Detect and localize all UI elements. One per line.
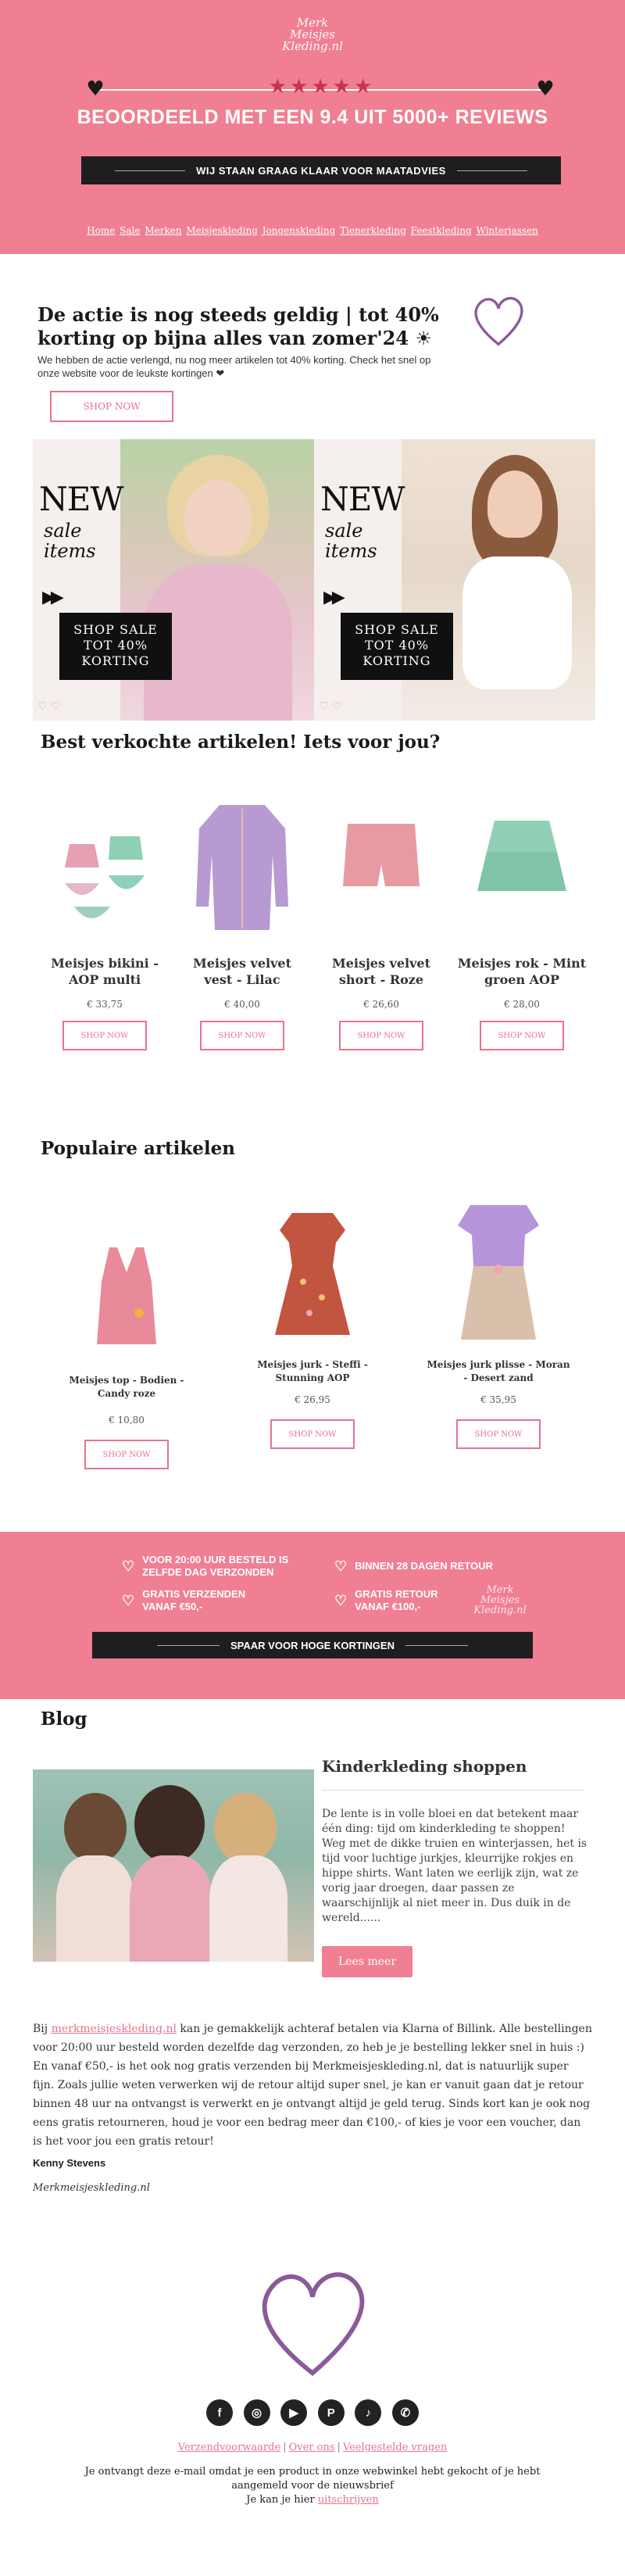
heart-icon: ♡: [122, 1593, 135, 1608]
promo-shop-now-button[interactable]: SHOP NOW: [50, 391, 173, 422]
signature-name: Kenny Stevens: [33, 2157, 106, 2169]
tiktok-icon[interactable]: ♪: [355, 2399, 381, 2426]
brand-logo: [469, 1585, 531, 1615]
blog-post-excerpt: De lente is in volle bloei en dat betekent maar één ding: tijd om kinderkleding te shoppen! Weg met de dikke truien en winterjassen, het is tijd voor luchtige jurkjes, kleurrijke rokjes en hippe shirts. Want laten we eerlijk zijn, wat ze vorig jaar droegen, daar passen ze waarschijnlijk al niet meer in. Dus duik in de wereld......: [322, 1808, 588, 1924]
product-image-velvet-vest: [191, 789, 293, 946]
shop-line-3: KORTING: [362, 653, 431, 668]
face-shape: [184, 480, 252, 555]
product-name[interactable]: Meisjes velvet vest - Lilac: [193, 956, 291, 987]
shop-now-button[interactable]: SHOP NOW: [339, 1021, 423, 1050]
product-card[interactable]: [242, 1196, 383, 1449]
banner-sale-text: [325, 521, 377, 561]
banner-new-text: NEW: [39, 480, 123, 518]
star-icon: ★: [290, 75, 309, 98]
product-name[interactable]: Meisjes rok - Mint groen AOP: [457, 956, 587, 987]
divider: [157, 1645, 220, 1646]
face-shape: [488, 470, 542, 538]
social-links: [206, 2399, 419, 2426]
whatsapp-icon[interactable]: ✆: [392, 2399, 419, 2426]
footer-link-verzend[interactable]: Verzendvoorwaarde: [177, 2442, 281, 2453]
separator: |: [337, 2442, 341, 2453]
nav-winterjassen[interactable]: Winterjassen: [476, 225, 538, 236]
product-price: € 40,00: [224, 999, 260, 1010]
payment-info-text: [33, 2020, 592, 2151]
maatadvies-text: WIJ STAAN GRAAG KLAAR VOOR MAATADVIES: [196, 164, 446, 177]
product-image-jurk-moran: [444, 1191, 553, 1352]
product-name[interactable]: Meisjes top - Bodien - Candy roze: [69, 1375, 184, 1399]
usp-text: VOOR 20:00 UUR BESTELD IS ZELFDE DAG VERZONDEN: [142, 1554, 289, 1578]
signature-site: Merkmeisjeskleding.nl: [33, 2182, 150, 2194]
shop-now-button[interactable]: SHOP NOW: [456, 1419, 541, 1449]
footer-note-text: Je ontvangt deze e-mail omdat je een product in onze webwinkel hebt gekocht of je hebt aangemeld voor de nieuwsbrief: [84, 2466, 541, 2492]
product-price: € 33,75: [87, 999, 123, 1010]
pinterest-icon[interactable]: P: [318, 2399, 345, 2426]
footer-link-faq[interactable]: Veelgestelde vragen: [342, 2442, 448, 2453]
shop-now-button[interactable]: SHOP NOW: [62, 1021, 147, 1050]
brand-logo[interactable]: [266, 17, 359, 66]
sale-banner-2[interactable]: [314, 439, 595, 721]
product-card[interactable]: [44, 789, 166, 1050]
rating-title: BEOORDEELD MET EEN 9.4 UIT 5000+ REVIEWS: [77, 106, 548, 128]
divider: [457, 170, 527, 171]
hair-shape: [64, 1793, 127, 1863]
heart-icon: ♡: [334, 1558, 348, 1574]
shop-line-1: SHOP SALE: [73, 622, 158, 637]
banner-sale-word: sale: [44, 520, 82, 542]
rating-stars: [258, 75, 383, 98]
shop-now-button[interactable]: SHOP NOW: [84, 1440, 169, 1469]
product-price: € 26,95: [295, 1394, 330, 1405]
heart-outline-icon: [252, 2260, 373, 2382]
popular-title: Populaire artikelen: [41, 1138, 236, 1159]
shop-now-button[interactable]: SHOP NOW: [480, 1021, 564, 1050]
product-card[interactable]: [423, 1191, 573, 1449]
payment-body: kan je gemakkelijk achteraf betalen via Klarna of Billink. Alle bestellingen voor 20:00 uur besteld worden dezelfde dag verzonden, zo heb je je bestelling lekker snel in huis :) En vanaf €50,- is het ook nog gratis verzenden bij Merkmeisjeskleding.nl, dat is natuurlijk super fijn. Zoals jullie weten verwerken wij de retour altijd super snel, je kan er vanuit gaan dat je retour binnen 48 uur na ontvangst is verwerkt en je ontvangt altijd je geld terug. Sinds kort kan je ook nog eens gratis retourneren, houd je voor een bedrag meer dan €100,- of kies je voor een voucher, dan is het voor jou een gratis retour!: [33, 2023, 592, 2148]
blog-post-title[interactable]: Kinderkleding shoppen: [322, 1757, 527, 1776]
nav-tienerkleding[interactable]: Tienerkleding: [340, 225, 406, 236]
promo-title: De actie is nog steeds geldig | tot 40% korting op bijna alles van zomer'24 ☀: [38, 303, 439, 349]
logo-line-1: Merk: [486, 1584, 514, 1596]
arrows-icon: ▶▶: [323, 588, 341, 607]
product-price: € 10,80: [109, 1415, 145, 1426]
banner-sale-word: sale: [325, 520, 363, 542]
shop-link[interactable]: merkmeisjeskleding.nl: [51, 2023, 177, 2035]
star-icon: ★: [268, 75, 288, 98]
shop-line-1: SHOP SALE: [355, 622, 439, 637]
heart-icon: ♥: [536, 77, 555, 101]
youtube-icon[interactable]: ▶: [280, 2399, 307, 2426]
separator: |: [283, 2442, 287, 2453]
instagram-icon[interactable]: ◎: [244, 2399, 270, 2426]
star-half-icon: ★: [353, 75, 373, 98]
product-name[interactable]: Meisjes velvet short - Roze: [332, 956, 430, 987]
logo-line-2: Meisjes: [290, 27, 335, 41]
dress-shape: [462, 556, 572, 689]
banner-new-text: NEW: [320, 480, 405, 518]
heart-icon: ♡: [334, 1593, 348, 1608]
usp-item: [122, 1554, 325, 1579]
logo-line-3: Kleding.nl: [282, 39, 343, 53]
star-icon: ★: [311, 75, 330, 98]
nav-sale[interactable]: Sale: [120, 225, 141, 236]
product-image-bikini: [54, 789, 155, 946]
header-band: [0, 0, 625, 254]
usp-item: [334, 1588, 467, 1613]
divider: [115, 170, 185, 171]
spaar-bar[interactable]: [92, 1632, 533, 1658]
usp-text: BINNEN 28 DAGEN RETOUR: [355, 1560, 493, 1572]
promo-text: We hebben de actie verlengd, nu nog meer artikelen tot 40% korting. Check het snel op onze website voor de leukste kortingen ❤: [38, 354, 431, 379]
dress-shape: [209, 1855, 288, 1962]
product-image-jurk-steffi: [258, 1196, 367, 1352]
nav-merken[interactable]: Merken: [145, 225, 182, 236]
hair-shape: [134, 1785, 205, 1863]
product-name[interactable]: Meisjes jurk plisse - Moran - Desert zand: [427, 1359, 570, 1383]
blog-photo-three-girls[interactable]: [33, 1769, 314, 1962]
product-image-velvet-short: [330, 789, 432, 946]
bestsellers-title: Best verkochte artikelen! Iets voor jou?: [41, 732, 441, 753]
unsubscribe-line: [62, 2493, 562, 2507]
divider: [405, 1645, 468, 1646]
logo-line-2: Meisjes: [480, 1594, 520, 1606]
sale-banner-1[interactable]: [33, 439, 314, 721]
hearts-decoration-icon: ♡ ♡: [38, 700, 61, 713]
usp-text: GRATIS VERZENDEN VANAF €50,-: [142, 1588, 246, 1612]
usp-item: [334, 1560, 538, 1572]
unsubscribe-link[interactable]: uitschrijven: [317, 2494, 379, 2506]
usp-text: GRATIS RETOUR VANAF €100,-: [355, 1588, 438, 1612]
footer-note: [62, 2465, 562, 2507]
footer-links: [0, 2442, 625, 2453]
product-image-top-bodien: [72, 1196, 181, 1368]
dress-shape: [56, 1855, 134, 1962]
facebook-icon[interactable]: f: [206, 2399, 233, 2426]
product-name[interactable]: Meisjes bikini - AOP multi: [51, 956, 159, 987]
logo-line-3: Kleding.nl: [473, 1605, 527, 1616]
shop-sale-box[interactable]: [341, 613, 453, 680]
banner-items-word: items: [44, 540, 96, 562]
product-card[interactable]: [320, 789, 442, 1050]
maatadvies-bar[interactable]: [81, 156, 561, 184]
logo-line-1: Merk: [296, 16, 329, 30]
nav-feestkleding[interactable]: Feestkleding: [410, 225, 472, 236]
product-name[interactable]: Meisjes jurk - Steffi - Stunning AOP: [257, 1359, 368, 1383]
star-icon: ★: [332, 75, 351, 98]
heart-outline-icon: [469, 291, 528, 350]
nav-jongenskleding[interactable]: Jongenskleding: [262, 225, 336, 236]
spaar-text: SPAAR VOOR HOGE KORTINGEN: [230, 1639, 395, 1651]
heart-icon: ♥: [86, 77, 105, 101]
product-price: € 35,95: [480, 1394, 516, 1405]
blog-section-title: Blog: [41, 1708, 88, 1730]
usp-band: [0, 1532, 625, 1699]
product-price: € 26,60: [363, 999, 399, 1010]
dress-shape: [130, 1855, 212, 1962]
shop-now-button[interactable]: SHOP NOW: [270, 1419, 355, 1449]
nav-meisjeskleding[interactable]: Meisjeskleding: [186, 225, 258, 236]
read-more-button[interactable]: Lees meer: [322, 1946, 412, 1977]
product-card[interactable]: [178, 789, 306, 1050]
unsubscribe-prefix: Je kan je hier: [246, 2494, 318, 2506]
hair-shape: [214, 1793, 277, 1863]
banner-items-word: items: [325, 540, 377, 562]
hearts-decoration-icon: ♡ ♡: [319, 700, 342, 713]
shop-now-button[interactable]: SHOP NOW: [200, 1021, 284, 1050]
divider: [322, 1790, 584, 1791]
payment-prefix: Bij: [33, 2023, 52, 2035]
shop-line-2: TOT 40%: [83, 638, 148, 653]
shop-line-2: TOT 40%: [364, 638, 430, 653]
footer-link-over-ons[interactable]: Over ons: [288, 2442, 335, 2453]
product-card[interactable]: [456, 789, 588, 1050]
nav-home[interactable]: Home: [87, 225, 116, 236]
product-card[interactable]: [59, 1196, 194, 1469]
main-nav: [0, 225, 625, 236]
shop-sale-box[interactable]: [59, 613, 172, 680]
product-image-rok: [471, 789, 573, 946]
heart-icon: ♡: [122, 1558, 135, 1574]
arrows-icon: ▶▶: [42, 588, 59, 607]
shop-line-3: KORTING: [81, 653, 150, 668]
banner-sale-text: [44, 521, 96, 561]
product-price: € 28,00: [504, 999, 540, 1010]
usp-item: [122, 1588, 278, 1613]
